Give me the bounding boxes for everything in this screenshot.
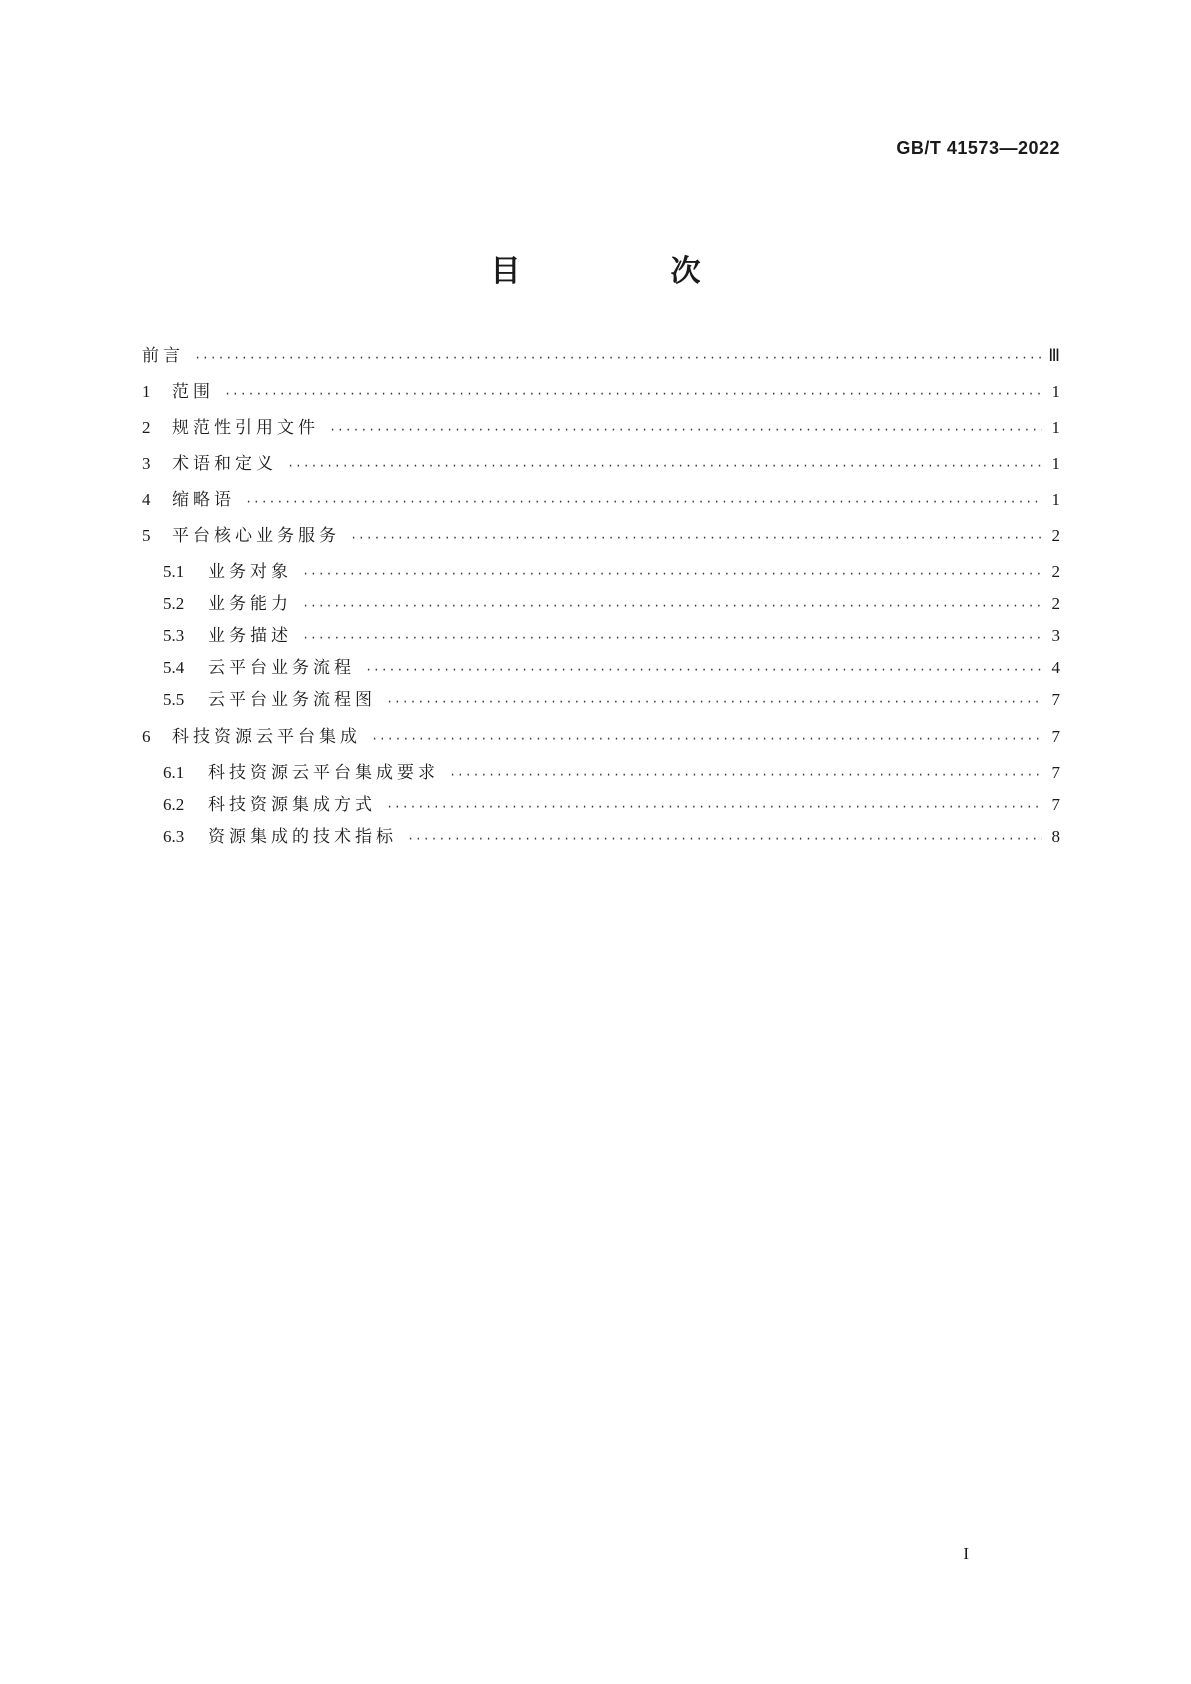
toc-entry-number: 5.4: [163, 658, 185, 677]
dot-leader: [386, 791, 1042, 821]
dot-leader: [371, 724, 1042, 752]
toc-entry-number: 1: [142, 382, 151, 401]
dot-leader: [302, 622, 1042, 652]
toc-entry-label: 范围: [172, 382, 214, 402]
toc-entry-1[interactable]: [142, 376, 1060, 407]
toc-entry-page: 2: [1051, 526, 1060, 545]
toc-entry-label: 资源集成的技术指标: [208, 827, 397, 847]
dot-leader: [365, 654, 1042, 684]
dot-leader: [302, 590, 1042, 620]
toc-entry-page: 1: [1051, 382, 1060, 401]
toc-entry-label: 业务描述: [208, 626, 292, 646]
toc-entry-number: 5.2: [163, 594, 185, 613]
toc-entry-label: 云平台业务流程: [208, 658, 355, 678]
toc-entry-number: 5.3: [163, 626, 185, 645]
toc-entry-label: 业务对象: [208, 562, 292, 582]
toc-entry-page: Ⅲ: [1048, 346, 1060, 365]
table-of-contents: [142, 340, 1060, 853]
toc-entry-5-5[interactable]: [142, 684, 1060, 716]
toc-entry-6[interactable]: [142, 721, 1060, 752]
dot-leader: [194, 343, 1042, 371]
toc-entry-page: 7: [1051, 795, 1060, 814]
dot-leader: [224, 379, 1042, 407]
toc-entry-4[interactable]: [142, 484, 1060, 515]
toc-entry-5-1[interactable]: [142, 556, 1060, 588]
toc-entry-number: 3: [142, 454, 151, 473]
toc-entry-label: 前言: [142, 346, 184, 366]
toc-entry-page: 2: [1051, 562, 1060, 581]
toc-entry-page: 7: [1051, 727, 1060, 746]
toc-entry-number: 5.1: [163, 562, 185, 581]
toc-entry-number: 6.3: [163, 827, 185, 846]
toc-entry-page: 7: [1051, 763, 1060, 782]
toc-entry-5-2[interactable]: [142, 588, 1060, 620]
toc-entry-label: 云平台业务流程图: [208, 690, 376, 710]
toc-entry-page: 1: [1051, 418, 1060, 437]
toc-entry-5-4[interactable]: [142, 652, 1060, 684]
toc-entry-label: 科技资源集成方式: [208, 795, 376, 815]
toc-entry-6-2[interactable]: [142, 789, 1060, 821]
toc-entry-number: 6.2: [163, 795, 185, 814]
toc-entry-page: 3: [1051, 626, 1060, 645]
toc-entry-page: 2: [1051, 594, 1060, 613]
dot-leader: [245, 487, 1042, 515]
toc-entry-6-3[interactable]: [142, 821, 1060, 853]
toc-entry-6-1[interactable]: [142, 757, 1060, 789]
toc-entry-label: 平台核心业务服务: [172, 526, 340, 546]
toc-entry-number: 6: [142, 727, 151, 746]
dot-leader: [407, 823, 1042, 853]
toc-entry-5-3[interactable]: [142, 620, 1060, 652]
dot-leader: [287, 451, 1042, 479]
toc-entry-number: 2: [142, 418, 151, 437]
toc-entry-label: 缩略语: [172, 490, 235, 510]
toc-entry-number: 5: [142, 526, 151, 545]
toc-entry-label: 科技资源云平台集成要求: [208, 763, 439, 783]
toc-entry-foreword[interactable]: [142, 340, 1060, 371]
toc-entry-number: 5.5: [163, 690, 185, 709]
standard-code: GB/T 41573—2022: [896, 138, 1060, 158]
toc-entry-number: 4: [142, 490, 151, 509]
dot-leader: [329, 415, 1042, 443]
dot-leader: [386, 686, 1042, 716]
toc-entry-page: 1: [1051, 490, 1060, 509]
toc-entry-2[interactable]: [142, 412, 1060, 443]
page-number: I: [963, 1544, 969, 1563]
dot-leader: [449, 759, 1042, 789]
toc-entry-3[interactable]: [142, 448, 1060, 479]
toc-entry-label: 业务能力: [208, 594, 292, 614]
dot-leader: [302, 558, 1042, 588]
toc-entry-page: 8: [1051, 827, 1060, 846]
toc-entry-page: 4: [1051, 658, 1060, 677]
toc-entry-page: 7: [1051, 690, 1060, 709]
toc-entry-label: 科技资源云平台集成: [172, 727, 361, 747]
toc-entry-label: 规范性引用文件: [172, 418, 319, 438]
dot-leader: [350, 523, 1042, 551]
page-title: 目 次: [490, 254, 761, 289]
toc-entry-5[interactable]: [142, 520, 1060, 551]
toc-entry-number: 6.1: [163, 763, 185, 782]
toc-entry-page: 1: [1051, 454, 1060, 473]
toc-entry-label: 术语和定义: [172, 454, 277, 474]
